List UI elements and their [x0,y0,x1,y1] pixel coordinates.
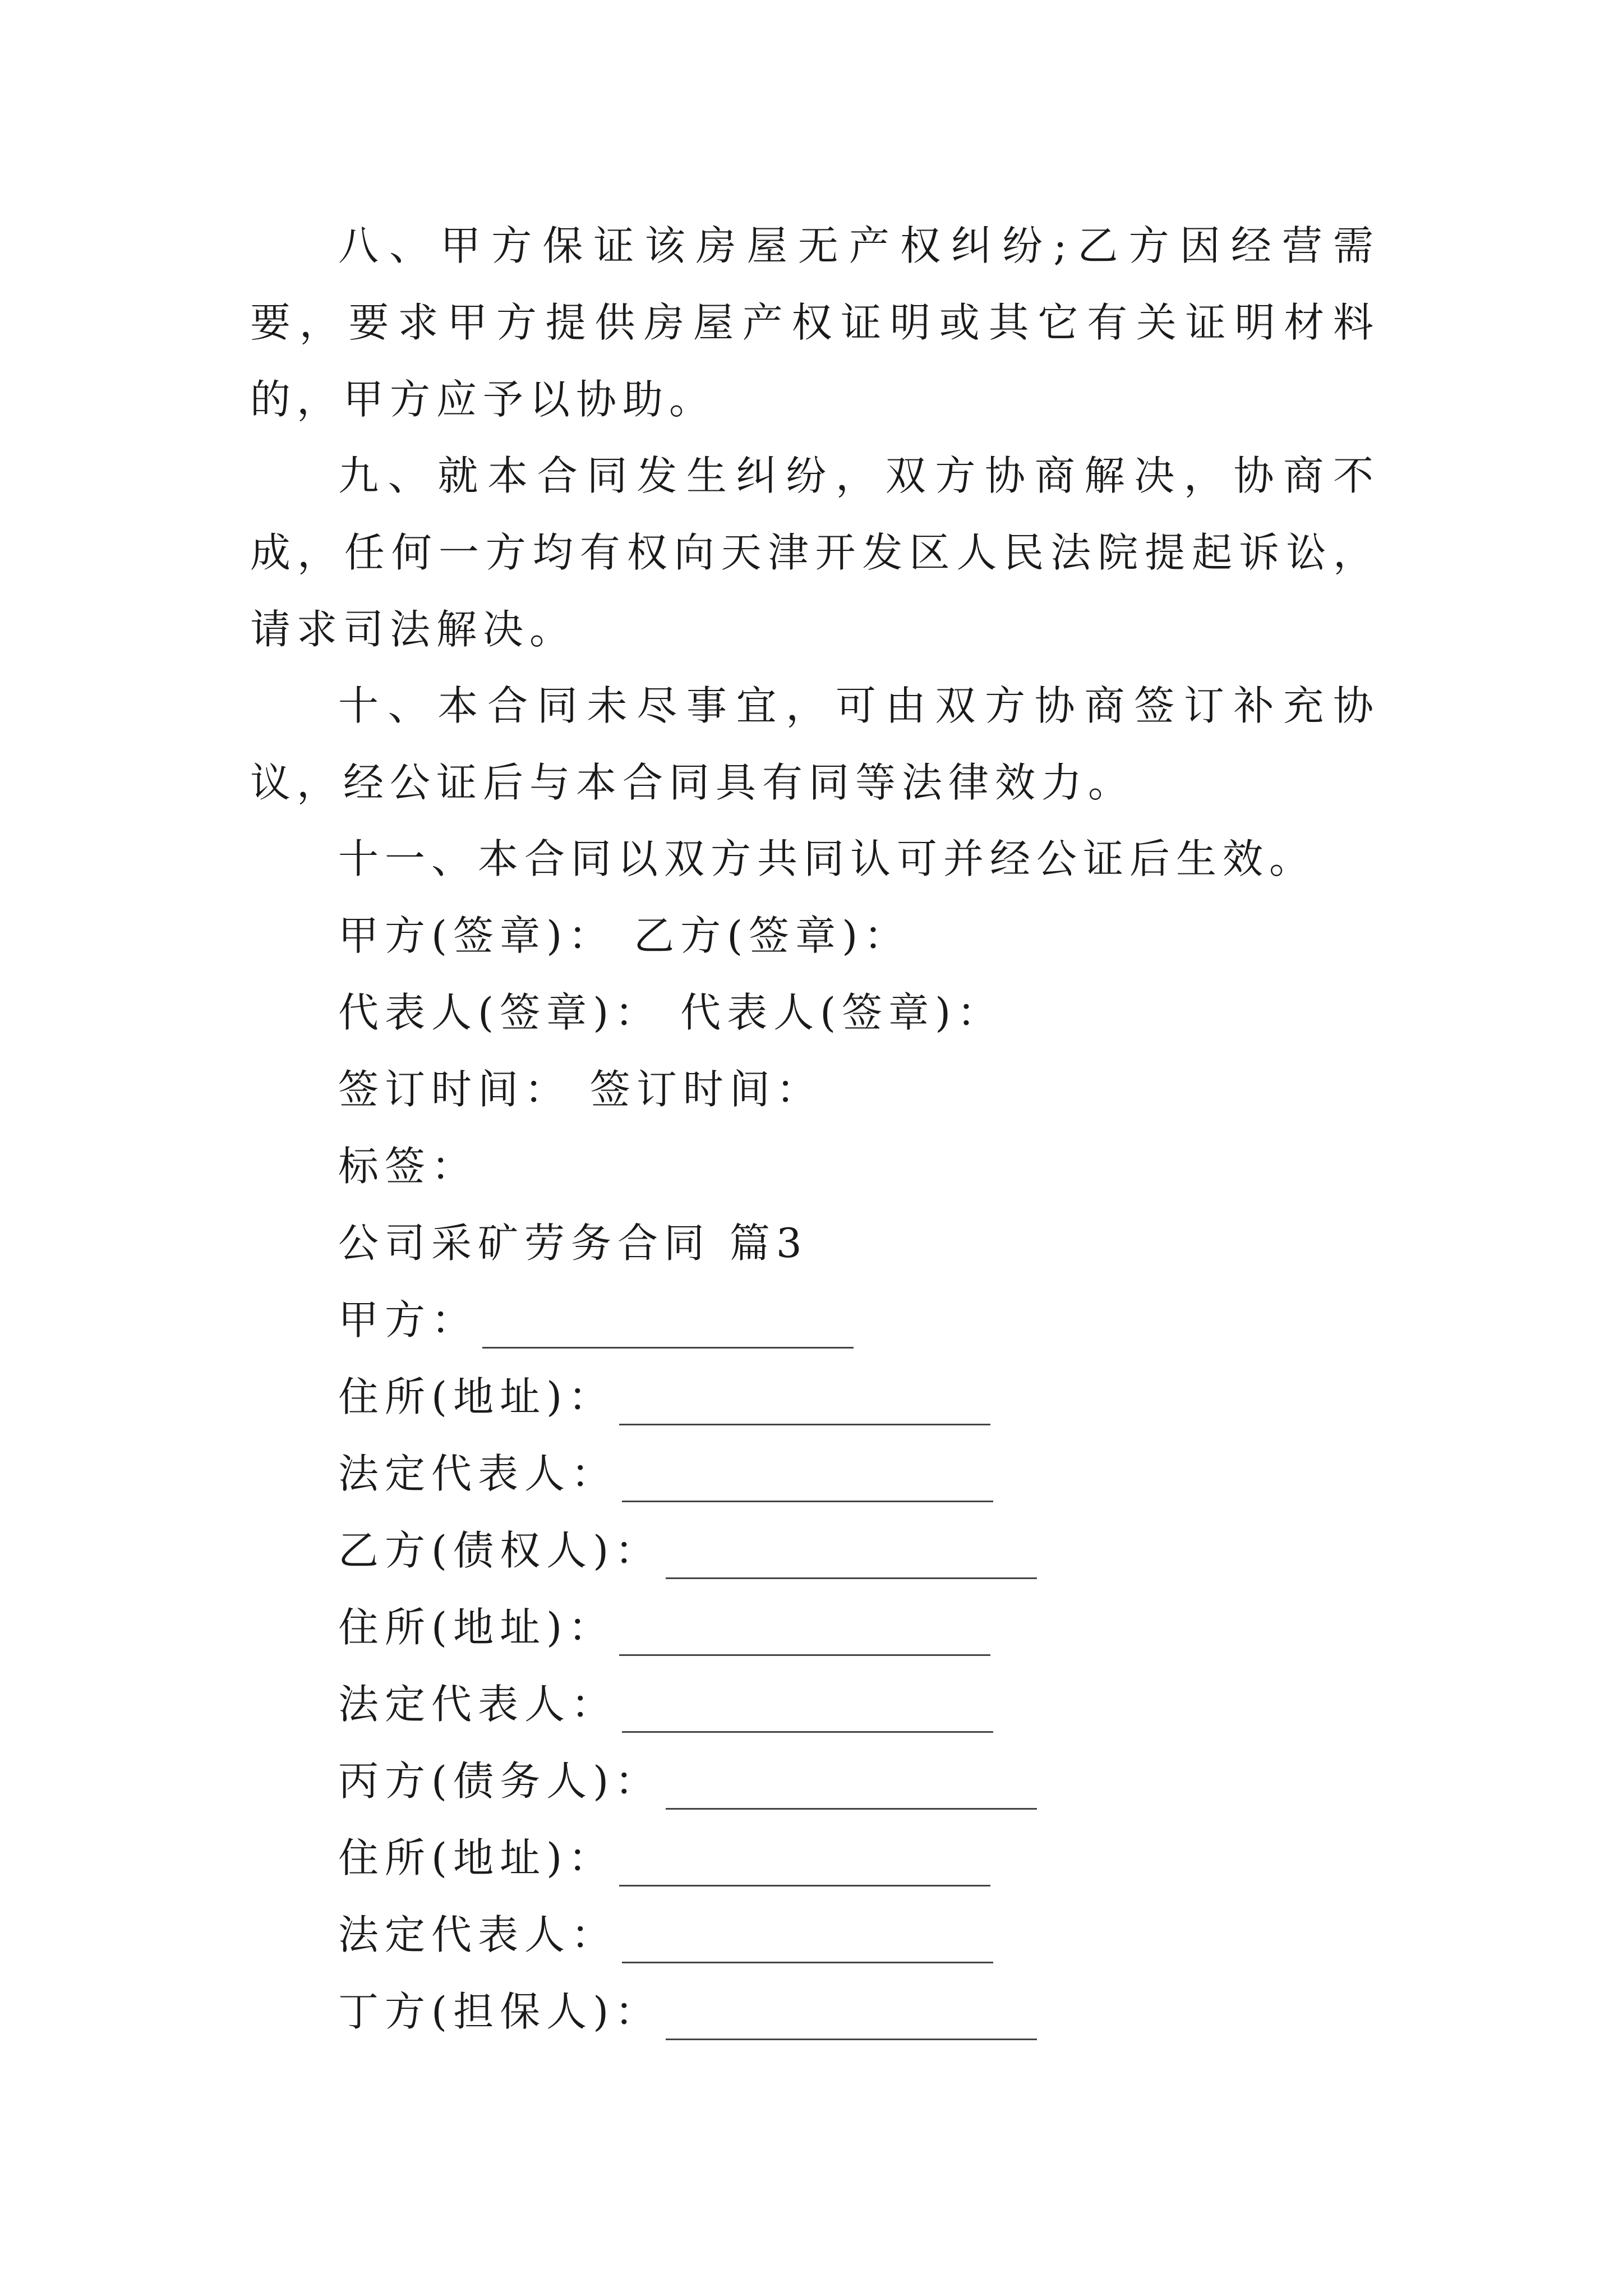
clause-9: 九、就本合同发生纠纷，双方协商解决，协商不成，任何一方均有权向天津开发区人民法院提起诉讼，请求司法解决。 [250,452,1380,653]
field-label: 住所(地址)： [338,1604,615,1651]
tags-label: 标签： [338,1143,478,1190]
fill-in-blank[interactable] [666,1808,1037,1810]
field-label: 丙方(债务人)： [338,1757,662,1805]
form-field-party-a-representative [338,1435,993,1512]
section-title: 公司采矿劳务合同 篇3 [338,1220,808,1267]
field-label: 住所(地址)： [338,1373,615,1420]
fill-in-blank[interactable] [622,1962,993,1963]
signature-representative-line: 代表人(签章)： 代表人(签章)： [338,989,1004,1036]
form-field-party-b [338,1512,1037,1589]
form-field-party-c [338,1743,1037,1820]
form-field-party-c-representative [338,1897,993,1973]
field-label: 法定代表人： [338,1911,618,1958]
fill-in-blank[interactable] [619,1885,990,1887]
clause-11: 十一、本合同以双方共同认可并经公证后生效。 [338,835,1316,882]
form-field-party-b-representative [338,1666,993,1743]
form-field-party-c-address [338,1820,990,1897]
form-field-party-d [338,1973,1037,2050]
form-field-party-b-address [338,1589,990,1666]
fill-in-blank[interactable] [622,1501,993,1502]
signature-party-line: 甲方(签章)： 乙方(签章)： [338,912,911,959]
signature-date-line: 签订时间： 签订时间： [338,1066,823,1113]
field-label: 住所(地址)： [338,1834,615,1881]
fill-in-blank[interactable] [666,1577,1037,1579]
field-label: 甲方： [338,1296,478,1343]
fill-in-blank[interactable] [619,1424,990,1425]
form-field-party-a [338,1282,854,1359]
field-label: 法定代表人： [338,1450,618,1497]
fill-in-blank[interactable] [622,1731,993,1733]
fill-in-blank[interactable] [482,1347,854,1349]
clause-8: 八、甲方保证该房屋无产权纠纷;乙方因经营需要，要求甲方提供房屋产权证明或其它有关证明材料的，甲方应予以协助。 [250,222,1380,423]
field-label: 法定代表人： [338,1681,618,1728]
fill-in-blank[interactable] [666,2039,1037,2040]
clause-10: 十、本合同未尽事宜，可由双方协商签订补充协议，经公证后与本合同具有同等法律效力。 [250,682,1380,806]
field-label: 丁方(担保人)： [338,1988,662,2035]
field-label: 乙方(债权人)： [338,1527,662,1574]
fill-in-blank[interactable] [619,1654,990,1656]
form-field-party-a-address [338,1359,990,1435]
